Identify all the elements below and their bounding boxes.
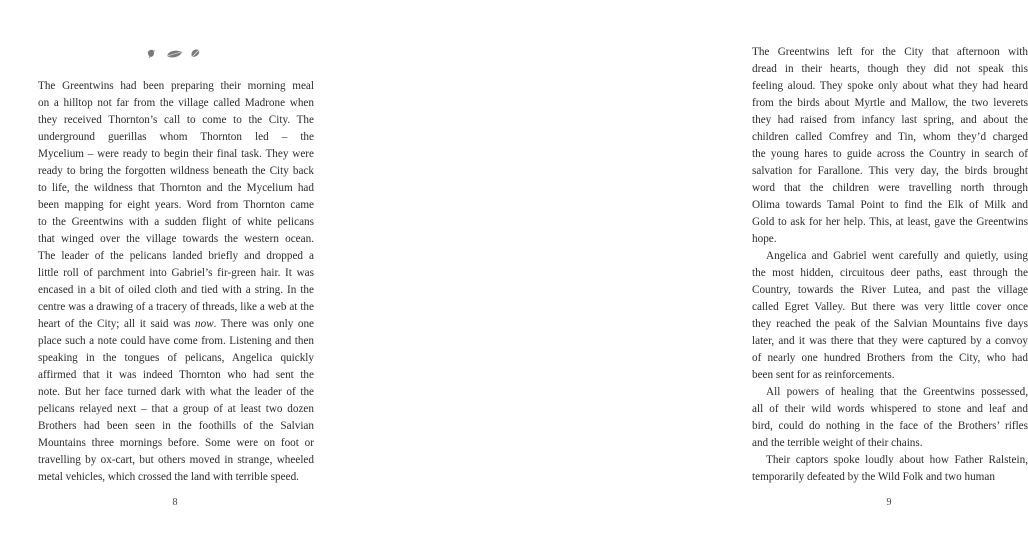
text-line: from the birds about Myrtle and Mallow, the two leverets <box>752 97 1028 109</box>
text-line: The Greentwins left for the City that afternoon with <box>752 46 1028 58</box>
paragraph <box>752 44 1028 248</box>
text-line: metal vehicles, which crossed the land with terrible speed. <box>38 471 299 483</box>
text-line: Country, towards the River Lutea, and past the village <box>752 284 1028 296</box>
text-line: that winged over the village towards the western ocean. <box>38 233 314 245</box>
text-line: they received Thornton’s call to come to the City. The <box>38 114 314 126</box>
text-line: of nearly one hundred Brothers from the City, who had <box>752 352 1028 364</box>
text-line: dread in their hearts, though they did not speak this <box>752 63 1028 75</box>
text-line: All powers of healing that the Greentwins possessed, <box>766 386 1028 398</box>
text-line: the young hares to guide across the Country in search of <box>752 148 1028 160</box>
three-leaves-icon <box>140 45 210 65</box>
text-line: bird, could do nothing in the face of the Brothers’ rifles <box>752 420 1028 432</box>
paragraph <box>752 248 1028 384</box>
text-line: heart of the City; all it said was now. There was only one <box>38 318 314 330</box>
text-line: underground guerillas whom Thornton led – the <box>38 131 314 143</box>
text-line: Their captors spoke loudly about how Father Ralstein, <box>766 454 1028 466</box>
page-number-left: 8 <box>172 497 178 508</box>
text-line: been sent for as reinforcements. <box>752 369 895 381</box>
text-line: on a hilltop not far from the village called Madrone when <box>38 97 314 109</box>
text-line: temporarily defeated by the Wild Folk and two human <box>752 471 995 483</box>
text-line: all of their wild words whispered to stone and leaf and <box>752 403 1028 415</box>
text-line: been mapping for eight years. Word from Thornton came <box>38 199 314 211</box>
text-line: later, and it was there that they were captured by a convoy <box>752 335 1028 347</box>
text-line: word that the children were travelling north through <box>752 182 1028 194</box>
paragraph <box>752 452 1028 486</box>
text-line: Mountains three mornings before. Some were on foot or <box>38 437 314 449</box>
text-line: ready to bring the forgotten wildness beneath the City back <box>38 165 314 177</box>
text-line: and the terrible weight of their chains. <box>752 437 923 449</box>
text-line: The leader of the pelicans landed briefly and dropped a <box>38 250 314 262</box>
text-line: to the Greentwins with a sudden flight of white pelicans <box>38 216 314 228</box>
text-line: centre was a drawing of a tracery of threads, like a web at the <box>38 301 314 313</box>
page-number-right: 9 <box>886 497 892 508</box>
right-page <box>350 0 1028 533</box>
right-page-body <box>752 44 1028 486</box>
text-line: to life, the wildness that Thornton and the Mycelium had <box>38 182 314 194</box>
text-line: salvation for Farallone. This very day, the birds brought <box>752 165 1028 177</box>
left-page <box>0 0 350 533</box>
paragraph <box>752 384 1028 452</box>
text-line: place such a note could have come from. Listening and then <box>38 335 314 347</box>
text-line: Gold to ask for her help. This, at least, gave the Greentwins <box>752 216 1028 228</box>
text-line: pelicans relayed next – that a group of at least two dozen <box>38 403 314 415</box>
left-page-body <box>38 78 314 486</box>
text-line: Angelica and Gabriel went carefully and quietly, using <box>766 250 1028 262</box>
text-line: they reached the peak of the Salvian Mountains five days <box>752 318 1028 330</box>
text-line: encased in a bit of oiled cloth and tied with a string. In the <box>38 284 314 296</box>
text-line: note. But her face turned dark with what the leader of the <box>38 386 314 398</box>
text-line: children called Comfrey and Tin, whom they’d charged <box>752 131 1028 143</box>
text-line: The Greentwins had been preparing their morning meal <box>38 80 314 92</box>
text-line: Olima towards Tamal Point to find the Elk of Milk and <box>752 199 1028 211</box>
text-line: speaking in the tongues of pelicans, Angelica quickly <box>38 352 314 364</box>
text-line: Brothers had been seen in the foothills of the Salvian <box>38 420 314 432</box>
text-line: Mycelium – were ready to begin their final task. They were <box>38 148 314 160</box>
text-line: affirmed that it was indeed Thornton who had sent the <box>38 369 314 381</box>
text-line: feeling aloud. They spoke only about what they had heard <box>752 80 1028 92</box>
text-line: little roll of parchment into Gabriel’s fir-green hair. It was <box>38 267 314 279</box>
text-line: travelling by ox-cart, but others moved in strange, wheeled <box>38 454 314 466</box>
text-line: the most hidden, circuitous deer paths, east through the <box>752 267 1028 279</box>
text-line: called Egret Valley. But there was very little cover once <box>752 301 1028 313</box>
text-line: hope. <box>752 233 777 245</box>
text-line: they had raised from infancy last spring, and about the <box>752 114 1028 126</box>
